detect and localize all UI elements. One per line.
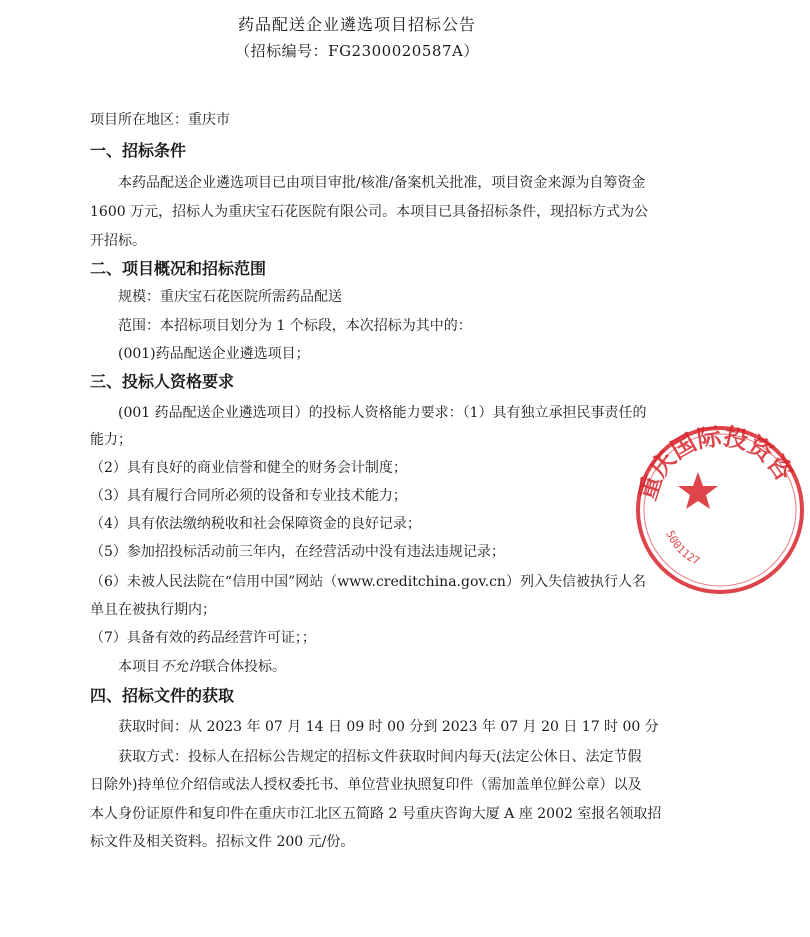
seal-arc-text: 重庆国际投资咨 bbox=[633, 422, 799, 504]
consortium-not-allowed: 不允许 bbox=[160, 659, 202, 675]
sec1-paragraph-line: 开招标。 bbox=[90, 233, 146, 249]
requirement-item: （5）参加招投标活动前三年内，在经营活动中没有违法违规记录； bbox=[90, 544, 505, 560]
requirement-item: （2）具有良好的商业信誉和健全的财务会计制度； bbox=[90, 460, 407, 476]
requirement-item: （7）具备有效的药品经营许可证；； bbox=[90, 630, 316, 646]
acquisition-method: 本人身份证原件和复印件在重庆市江北区五简路 2 号重庆咨询大厦 A 座 2002 室报名领取招 bbox=[90, 806, 662, 822]
acquisition-method: 日除外)持单位介绍信或法人授权委托书、单位营业执照复印件（需加盖单位鲜公章）以及 bbox=[90, 777, 642, 793]
company-seal bbox=[630, 420, 810, 600]
consortium-suffix: 联合体投标。 bbox=[202, 659, 286, 675]
sec1-paragraph-line: 1600 万元，招标人为重庆宝石花医院有限公司。本项目已具备招标条件，现招标方式为公 bbox=[90, 204, 649, 220]
requirement-item: （3）具有履行合同所必须的设备和专业技术能力； bbox=[90, 488, 407, 504]
project-scope: 范围：本招标项目划分为 1 个标段，本次招标为其中的： bbox=[118, 318, 472, 334]
section-3-heading: 三、投标人资格要求 bbox=[90, 372, 235, 391]
requirement-item: 单且在被执行期内； bbox=[90, 602, 216, 618]
seal-number: 5001127 bbox=[663, 528, 702, 568]
requirement-item: （6）未被人民法院在“信用中国”网站（www.creditchina.gov.cn）列入失信被执行人名 bbox=[90, 574, 646, 590]
project-location: 项目所在地区：重庆市 bbox=[90, 112, 230, 128]
section-1-heading: 一、招标条件 bbox=[90, 141, 187, 160]
lot-item: (001)药品配送企业遴选项目； bbox=[118, 346, 310, 362]
project-scale: 规模：重庆宝石花医院所需药品配送 bbox=[118, 289, 342, 305]
sec1-paragraph-line: 本药品配送企业遴选项目已由项目审批/核准/备案机关批准，项目资金来源为自筹资金 bbox=[118, 175, 646, 191]
qualification-intro: 能力； bbox=[90, 432, 132, 448]
consortium-prefix: 本项目 bbox=[118, 659, 160, 675]
section-2-heading: 二、项目概况和招标范围 bbox=[90, 259, 267, 278]
document-title: 药品配送企业遴选项目招标公告 bbox=[237, 15, 476, 34]
acquisition-time: 获取时间：从 2023 年 07 月 14 日 09 时 00 分到 2023 年 07 月 20 日 17 时 00 分 bbox=[118, 719, 659, 735]
requirement-item: （4）具有依法缴纳税收和社会保障资金的良好记录； bbox=[90, 516, 421, 532]
seal-star-icon bbox=[678, 472, 718, 509]
acquisition-method: 获取方式：投标人在招标公告规定的招标文件获取时间内每天(法定公休日、法定节假 bbox=[118, 749, 642, 765]
section-4-heading: 四、招标文件的获取 bbox=[90, 686, 235, 705]
acquisition-method: 标文件及相关资料。招标文件 200 元/份。 bbox=[90, 834, 355, 850]
qualification-intro: (001 药品配送企业遴选项目）的投标人资格能力要求：（1）具有独立承担民事责任的 bbox=[118, 405, 647, 421]
tender-number: （招标编号：FG2300020587A） bbox=[235, 42, 479, 60]
consortium-note bbox=[118, 657, 286, 677]
